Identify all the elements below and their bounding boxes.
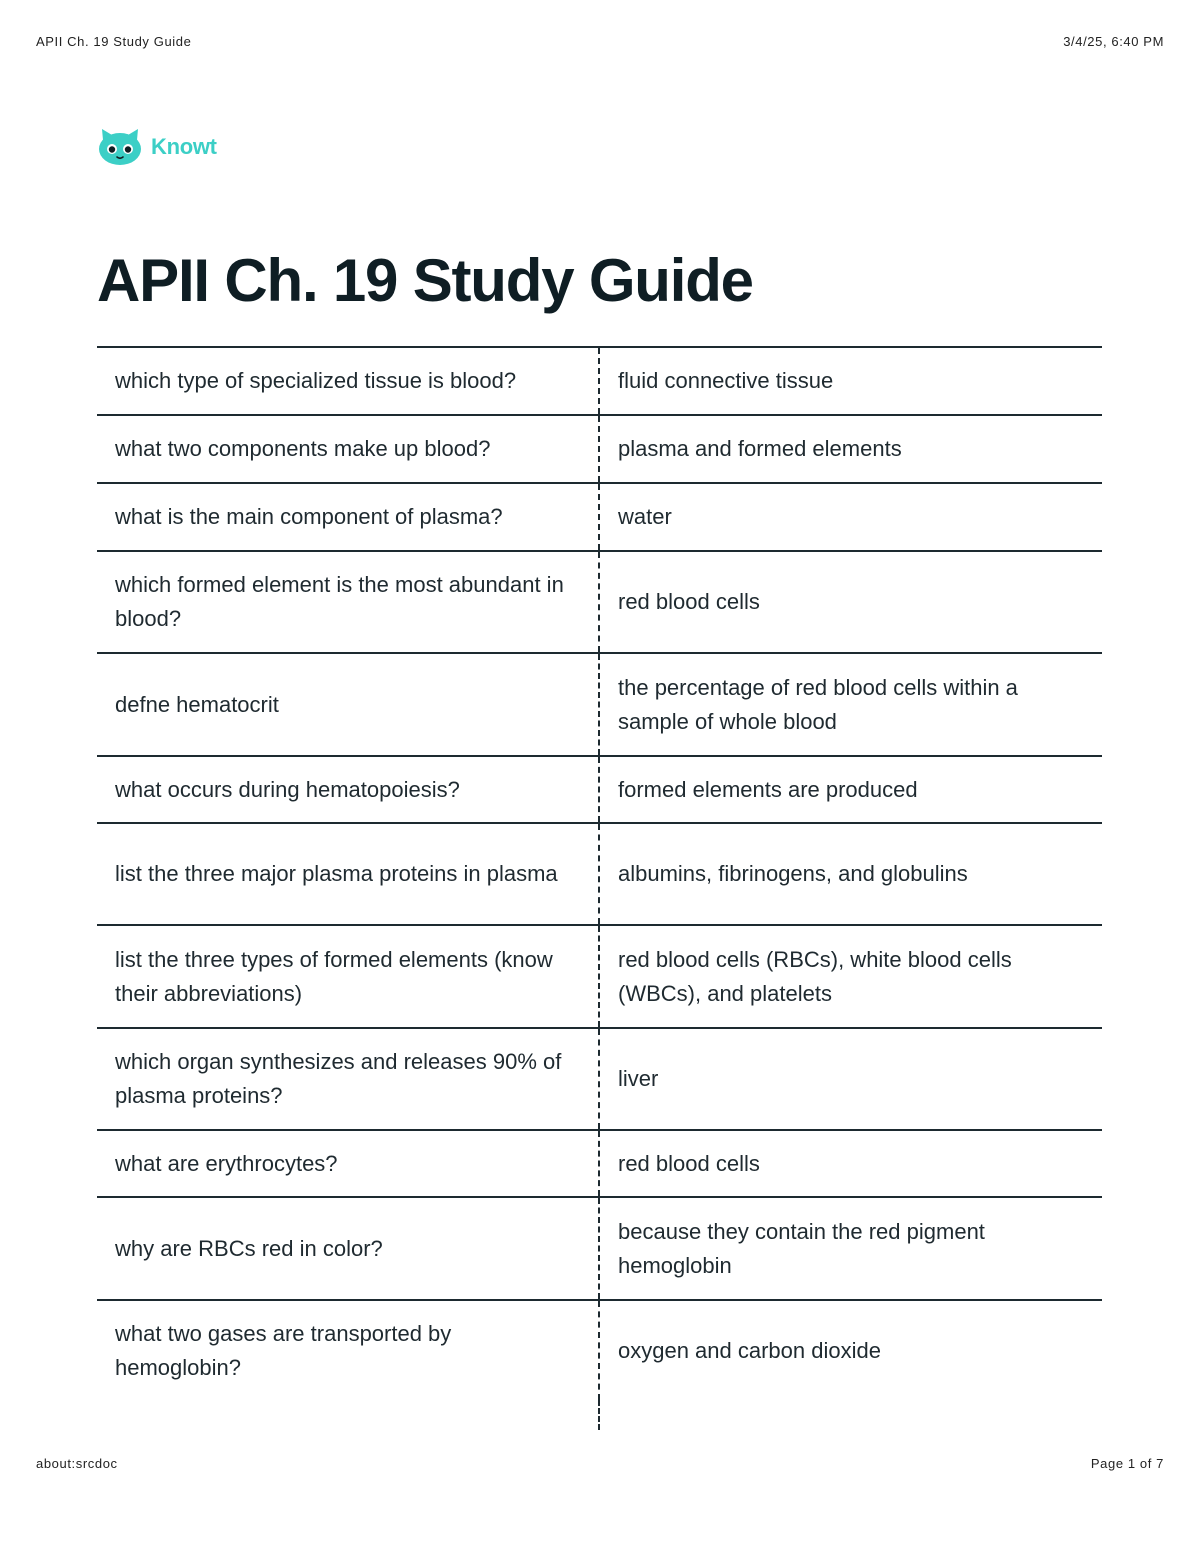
card-row (97, 550, 1102, 652)
print-header (36, 34, 1164, 49)
card-term: what two components make up blood? (97, 416, 600, 482)
card-row (97, 1027, 1102, 1129)
card-definition: albumins, fibrinogens, and globulins (618, 861, 968, 886)
page-title: APII Ch. 19 Study Guide (97, 247, 753, 314)
card-definition: the percentage of red blood cells within a sample of whole blood (618, 674, 1018, 734)
card-term: what is the main component of plasma? (97, 484, 600, 550)
flashcard-table (97, 346, 1102, 1430)
brand-logo[interactable] (97, 128, 217, 166)
card-term: which formed element is the most abundant in blood? (97, 552, 600, 652)
table-continuation (97, 1400, 1102, 1430)
card-definition: plasma and formed elements (618, 436, 902, 461)
card-row (97, 652, 1102, 755)
print-footer (36, 1456, 1164, 1471)
card-row (97, 755, 1102, 822)
print-footer-url: about:srcdoc (36, 1456, 118, 1471)
empty-cell (600, 1400, 1102, 1430)
card-term: list the three major plasma proteins in plasma (97, 824, 600, 924)
card-definition: red blood cells (RBCs), white blood cells (WBCs), and platelets (618, 946, 1012, 1006)
card-term: list the three types of formed elements (know their abbreviations) (97, 926, 600, 1027)
print-footer-page: Page 1 of 7 (1090, 1456, 1164, 1471)
card-term: what are erythrocytes? (97, 1131, 600, 1196)
card-definition: liver (618, 1066, 659, 1091)
card-row (97, 924, 1102, 1027)
card-row (97, 1299, 1102, 1400)
card-term: what occurs during hematopoiesis? (97, 757, 600, 822)
card-definition: fluid connective tissue (618, 368, 834, 393)
card-term: defne hematocrit (97, 654, 600, 755)
card-row (97, 482, 1102, 550)
column-divider (97, 1400, 600, 1430)
card-row (97, 1129, 1102, 1196)
card-row (97, 822, 1102, 924)
card-term: what two gases are transported by hemoglobin? (97, 1301, 600, 1400)
card-definition: because they contain the red pigment hemoglobin (618, 1218, 985, 1278)
card-definition: water (618, 504, 672, 529)
print-header-title: APII Ch. 19 Study Guide (36, 34, 192, 49)
card-row (97, 414, 1102, 482)
brand-name: Knowt (151, 134, 217, 159)
card-definition: formed elements are produced (618, 776, 918, 802)
card-definition: oxygen and carbon dioxide (618, 1337, 881, 1363)
card-row (97, 1196, 1102, 1299)
card-definition: red blood cells (618, 589, 760, 614)
card-term: which type of specialized tissue is blood? (97, 348, 600, 414)
card-term: which organ synthesizes and releases 90% of plasma proteins? (97, 1029, 600, 1129)
card-row (97, 346, 1102, 414)
card-term: why are RBCs red in color? (97, 1198, 600, 1299)
knowt-cat-logo-icon (97, 128, 143, 166)
card-definition: red blood cells (618, 1150, 760, 1176)
print-header-datetime: 3/4/25, 6:40 PM (1063, 34, 1164, 49)
